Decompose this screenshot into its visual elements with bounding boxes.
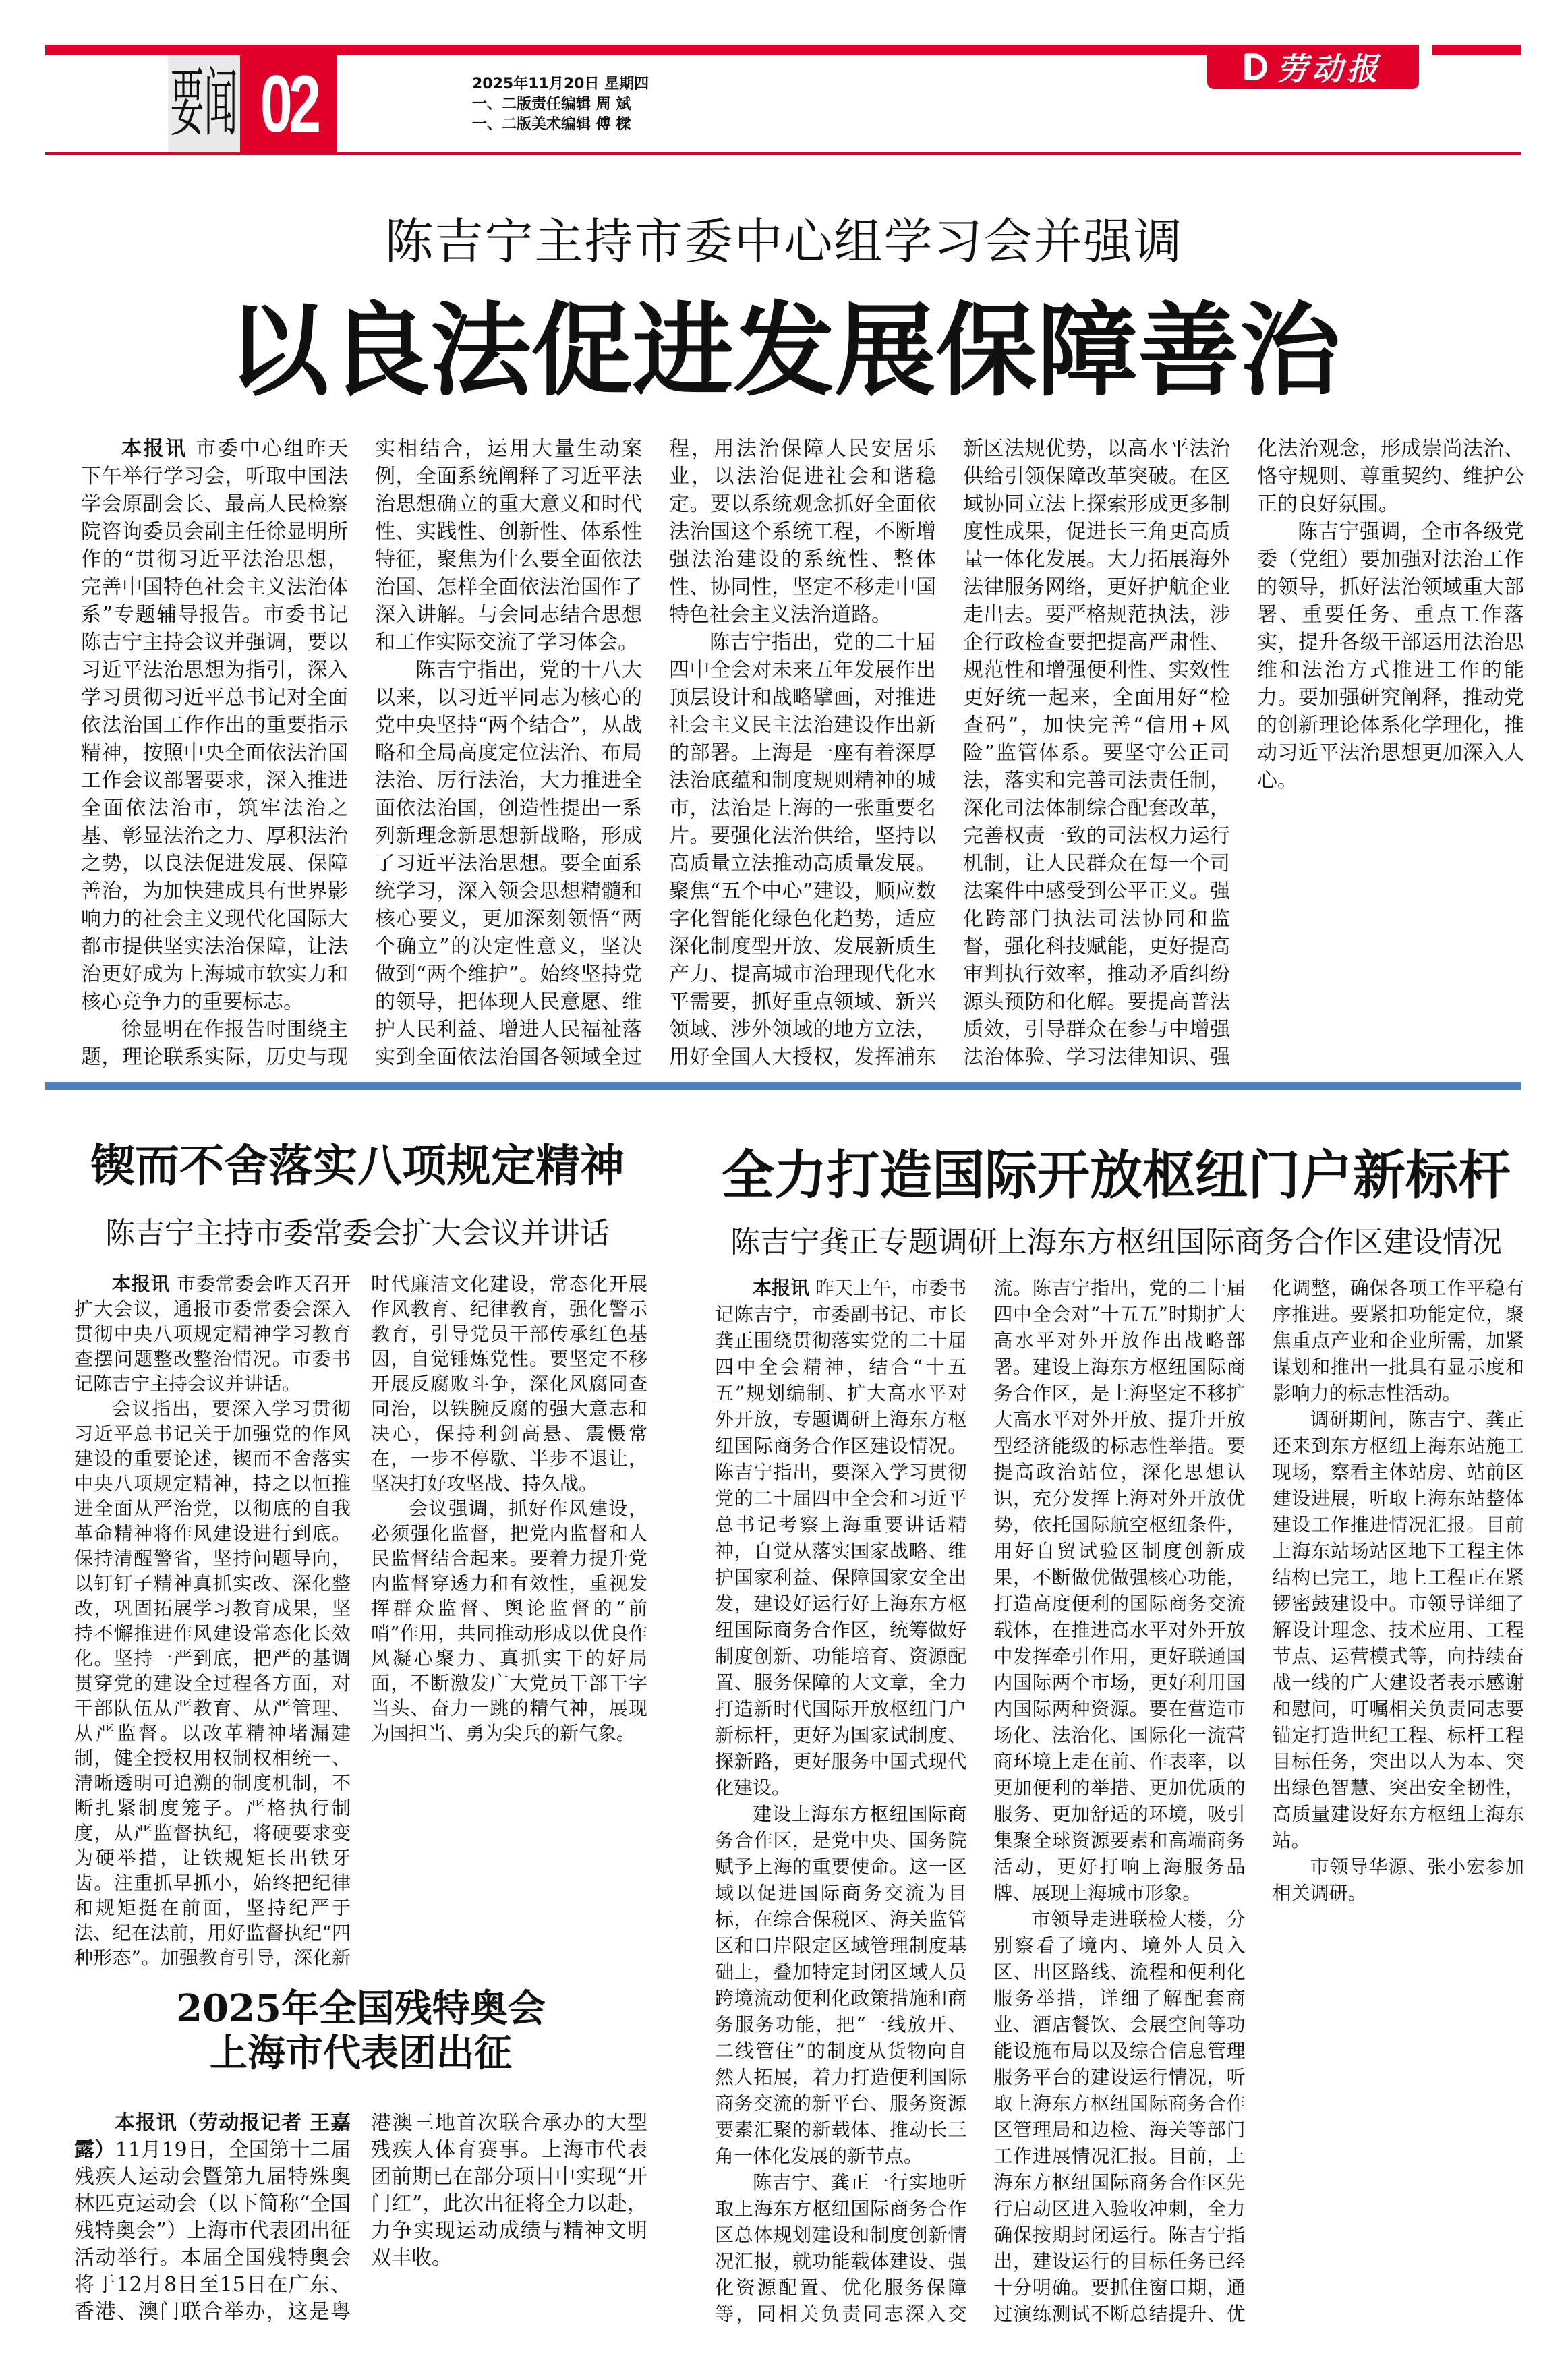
issue-info <box>472 74 649 135</box>
right-article-body <box>715 1275 1524 2340</box>
left-subheadline: 陈吉宁主持市委常委会扩大会议并讲话 <box>105 1216 610 1251</box>
paragraph: 会议强调，抓好作风建设，必须强化监督，把党内监督和人民监督结合起来。要着力提升党内监督穿透力和有效性，重视发挥群众监督、舆论监督的“前哨”作用，共同推动形成以优良作风凝心聚力、真抓实干的好局面，不断激发广大党员干部干字当头、奋力一跳的精气神，展现为国担当、勇为尖兵的新气象。 <box>371 1497 647 1744</box>
paragraph: 陈吉宁指出，党的二十届四中全会对未来五年发展作出顶层设计和战略擘画，对推进社会主义民主法治建设作出新的部署。上海是一座有着深厚法治底蕴和制度规则精神的城市，法治是上海的一张重要名片。要强化法治供给，坚持以高质量立法推动高质量发展。聚焦“五个中心”建设，顺应数字化智能化绿色化趋势，适应深化制度型开放、发展新质生产力、提高城市治理现代化水平需要，抓好重点领域、新兴领域、涉外领域的地方立法，用好全国人大授权，发挥浦东新区法规优势，以高水平法治供给引领保障改革突破。在区域协同立法上探索形成更多制度性成果，促进长三角更高质量一体化发展。大力拓展海外法律服务网络，更好护航企业走出去。要严格规范执法，涉企行政检查要把提高严肃性、规范性和增强便利性、实效性更好统一起来，全面用好“检查码”，加快完善“信用+风险”监管体系。要坚守公正司法，落实和完善司法责任制，深化司法体制综合配套改革，完善权责一致的司法权力运行机制，让人民群众在每一个司法案件中感受到公平正义。强化跨部门执法司法协同和监督，强化科技赋能，更好提高审判执行效率，推动矛盾纠纷源头预防和化解。要提高普法质效，引导群众在参与中增强法治体验、学习法律知识、强化法治观念，形成崇尚法治、恪守规则、尊重契约、维护公正的良好氛围。 <box>669 437 1524 1069</box>
brief-article-body <box>74 2110 647 2343</box>
dateline: 本报讯 <box>753 1277 810 1299</box>
right-subheadline: 陈吉宁龚正专题调研上海东方枢纽国际商务合作区建设情况 <box>730 1225 1502 1259</box>
paragraph: 会议指出，要深入学习贯彻习近平总书记关于加强党的作风建设的重要论述，锲而不舍落实中央八项规定精神，持之以恒推进全面从严治党，以彻底的自我革命精神将作风建设进行到底。保持清醒警省，坚持问题导向，以钉钉子精神真抓实改、深化整改，巩固拓展学习教育成果，坚持不懈推进作风建设常态化长效化。坚持一严到底，把严的基调贯穿党的建设全过程各方面，对干部队伍从严教育、从严管理、从严监督。以改革精神堵漏建制，健全授权用权制权相统一、清晰透明可追溯的制度机制，不断扎紧制度笼子。严格执行制度，从严监督执纪，将硬要求变为硬举措，让铁规矩长出铁牙齿。注重抓早抓小，始终把纪律和规矩挺在前面，坚持纪严于法、纪在法前，用好监督执纪“四种形态”。加强教育引导，深化新时代廉洁文化建设，常态化开展作风教育、纪律教育，强化警示教育，引导党员干部传承红色基因，自觉锤炼党性。要坚定不移开展反腐败斗争，深化风腐同查同治，以铁腕反腐的强大意志和决心，保持利剑高悬、震慑常在，一步不停歇、半步不退让，坚决打好攻坚战、持久战。 <box>74 1273 647 1969</box>
paragraph: 市领导走进联检大楼，分别察看了境内、境外人员入区、出区路线、流程和便利化服务举措，详细了解配套商业、酒店餐饮、会展空间等功能设施布局以及综合信息管理服务平台的建设运行情况，听取上海东方枢纽国际商务合作区管理局和边检、海关等部门工作进展情况汇报。目前，上海东方枢纽国际商务合作区先行启动区进入验收冲刺，全力确保按期封闭运行。陈吉宁指出，建设运行的目标任务已经十分明确。要抓住窗口期，通过演练测试不断总结提升、优化调整，确保各项工作平稳有序推进。要紧扣功能定位，聚焦重点产业和企业所需，加紧谋划和推出一批具有显示度和影响力的标志性活动。 <box>993 1277 1524 2325</box>
paragraph: 徐显明在作报告时围绕主题，理论联系实际，历史与现实相结合，运用大量生动案例，全面系统阐释了习近平法治思想确立的重大意义和时代性、实践性、创新性、体系性特征，聚焦为什么要全面依法治国、怎样全面依法治国作了深入讲解。与会同志结合思想和工作实际交流了学习体会。 <box>81 437 642 1069</box>
logo-text: 劳动报 <box>1277 51 1382 87</box>
newspaper-logo <box>1207 45 1419 89</box>
paragraph: 本报讯（劳动报记者 王嘉露）11月19日，全国第十二届残疾人运动会暨第九届特殊奥林匹克运动会（以下简称“全国残特奥会”）上海市代表团出征活动举行。本届全国残特奥会将于12月8日至15日在广东、香港、澳门联合举办，这是粤港澳三地首次联合承办的大型残疾人体育赛事。上海市代表团前期已在部分项目中实现“开门红”，此次出征将全力以赴，力争实现运动成绩与精神文明双丰收。 <box>74 2111 647 2324</box>
right-headline: 全力打造国际开放枢纽门户新标杆 <box>721 1145 1511 1206</box>
section-divider <box>45 1082 1521 1090</box>
paragraph: 市领导华源、张小宏参加相关调研。 <box>1272 1856 1524 1904</box>
paragraph: 陈吉宁、龚正一行实地听取上海东方枢纽国际商务合作区总体规划建设和制度创新情况汇报，就功能载体建设、强化资源配置、优化服务保障等，同相关负责同志深入交流。陈吉宁指出，党的二十届四中全会对“十五五”时期扩大高水平对外开放作出战略部署。建设上海东方枢纽国际商务合作区，是上海坚定不移扩大高水平对外开放、提升开放型经济能级的标志性举措。要提高政治站位，深化思想认识，充分发挥上海对外开放优势，依托国际航空枢纽条件，用好自贸试验区制度创新成果，不断做优做强核心功能，打造高度便利的国际商务交流载体，在推进高水平对外开放中发挥牵引作用，更好联通国内国际两个市场，更好利用国内国际两种资源。要在营造市场化、法治化、国际化一流营商环境上走在前、作表率，以更加便利的举措、更加优质的服务、更加舒适的环境，吸引集聚全球资源要素和高端商务活动，更好打响上海服务品牌、展现上海城市形象。 <box>715 1277 1246 2325</box>
left-headline: 锲而不舍落实八项规定精神 <box>90 1140 625 1192</box>
lead-headline: 以良法促进发展保障善治 <box>227 291 1341 410</box>
responsible-editor: 一、二版责任编辑 周 斌 <box>472 96 631 113</box>
paragraph: 本报讯 市委常委会昨天召开扩大会议，通报市委常委会深入贯彻中央八项规定精神学习教育查摆问题整改整治情况。市委书记陈吉宁主持会议并讲话。 <box>74 1273 351 1395</box>
dateline: 本报讯（劳动报记者 王嘉露） <box>74 2111 351 2162</box>
logo-b-icon <box>1244 53 1267 80</box>
lead-kicker: 陈吉宁主持市委中心组学习会并强调 <box>384 213 1184 270</box>
paragraph: 本报讯 昨天上午，市委书记陈吉宁，市委副书记、市长龚正围绕贯彻落实党的二十届四中全会精神，结合“十五五”规划编制、扩大高水平对外开放，专题调研上海东方枢纽国际商务合作区建设情况。陈吉宁指出，要深入学习贯彻党的二十届四中全会和习近平总书记考察上海重要讲话精神，自觉从落实国家战略、维护国家利益、保障国家安全出发，建设好运行好上海东方枢纽国际商务合作区，统筹做好制度创新、功能培育、资源配置、服务保障的大文章，全力打造新时代国际开放枢纽门户新标杆，更好为国家试制度、探新路，更好服务中国式现代化建设。 <box>715 1277 967 1799</box>
dateline: 本报讯 <box>121 437 187 461</box>
page-number: 02 <box>260 59 318 149</box>
left-article-body <box>74 1271 647 1973</box>
paragraph: 建设上海东方枢纽国际商务合作区，是党中央、国务院赋予上海的重要使命。这一区域以促进国际商务交流为目标，在综合保税区、海关监管区和口岸限定区域管理制度基础上，叠加特定封闭区域人员跨境流动便利化政策措施和商务服务功能，把“一线放开、二线管住”的制度从货物向自然人拓展，着力打造便利国际商务交流的新平台、服务资源要素汇聚的新载体、推动长三角一体化发展的新节点。 <box>715 1803 967 2167</box>
masthead-divider <box>45 152 1521 155</box>
lead-article-body <box>81 435 1524 1072</box>
dateline: 本报讯 <box>112 1273 171 1295</box>
paragraph: 本报讯 市委中心组昨天下午举行学习会，听取中国法学会原副会长、最高人民检察院咨询委员会副主任徐显明所作的“贯彻习近平法治思想，完善中国特色社会主义法治体系”专题辅导报告。市委书记陈吉宁主持会议并强调，要以习近平法治思想为指引，深入学习贯彻习近平总书记对全面依法治国工作作出的重要指示精神，按照中央全面依法治国工作会议部署要求，深入推进全面依法治市，筑牢法治之基、彰显法治之力、厚积法治之势，以良法促进发展、保障善治，为加快建成具有世界影响力的社会主义现代化国际大都市提供坚实法治保障，让法治更好成为上海城市软实力和核心竞争力的重要标志。 <box>81 437 348 1014</box>
masthead-red-bar-right <box>1432 45 1521 55</box>
brief-headline: 2025年全国残特奥会 上海市代表团出征 <box>176 1986 546 2075</box>
section-name: 要闻 <box>170 60 238 147</box>
paragraph: 调研期间，陈吉宁、龚正还来到东方枢纽上海东站施工现场，察看主体站房、站前区建设进展，听取上海东站整体建设工作推进情况汇报。目前上海东站场站区地下工程主体结构已完工，地上工程正在紧锣密鼓建设中。市领导详细了解设计理念、技术应用、工程节点、运营模式等，向持续奋战一线的广大建设者表示感谢和慰问，叮嘱相关负责同志要锚定打造世纪工程、标杆工程目标任务，突出以人为本、突出绿色智慧、突出安全韧性，高质量建设好东方枢纽上海东站。 <box>1272 1408 1524 1851</box>
art-editor: 一、二版美术编辑 傅 樑 <box>472 116 631 133</box>
issue-date: 2025年11月20日 星期四 <box>472 76 649 92</box>
paragraph: 陈吉宁指出，党的十八大以来，以习近平同志为核心的党中央坚持“两个结合”，从战略和全局高度定位法治、布局法治、厉行法治，大力推进全面依法治国，创造性提出一系列新理念新思想新战略，形成了习近平法治思想。要全面系统学习，深入领会思想精髓和核心要义，更加深刻领悟“两个确立”的决定性意义，坚决做到“两个维护”。始终坚持党的领导，把体现人民意愿、维护人民利益、增进人民福祉落实到全面依法治国各领域全过程，用法治保障人民安居乐业，以法治促进社会和谐稳定。要以系统观念抓好全面依法治国这个系统工程，不断增强法治建设的系统性、整体性、协同性，坚定不移走中国特色社会主义法治道路。 <box>375 437 936 1069</box>
paragraph: 陈吉宁强调，全市各级党委（党组）要加强对法治工作的领导，抓好法治领域重大部署、重要任务、重点工作落实，提升各级干部运用法治思维和法治方式推进工作的能力。要加强研究阐释，推动党的创新理论体系化学理化，推动习近平法治思想更加深入人心。 <box>1257 520 1524 793</box>
